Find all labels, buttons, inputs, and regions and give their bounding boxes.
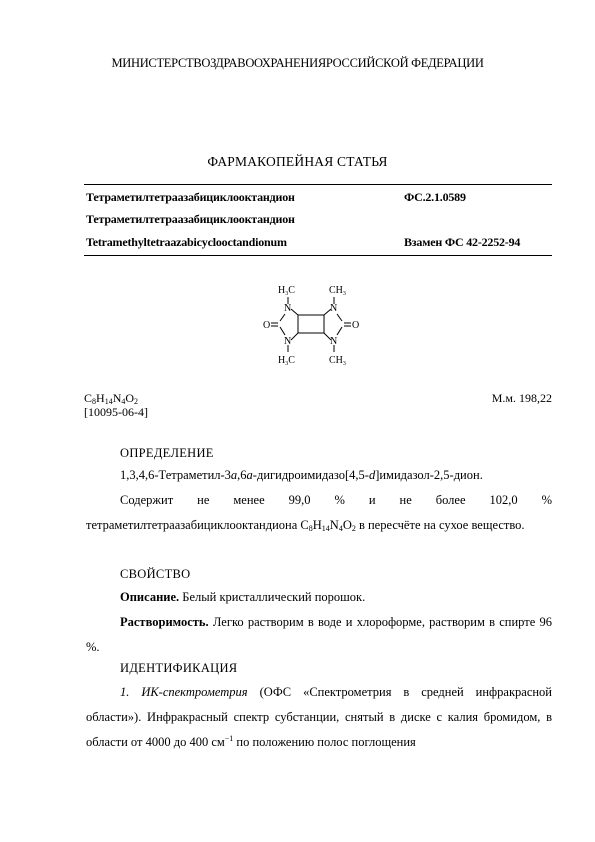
methyl-label-2: $CH_3$ bbox=[329, 285, 346, 297]
bottom-rule bbox=[84, 255, 552, 256]
replaces-code: Взамен ФС 42-2252-94 bbox=[404, 235, 521, 249]
iupac-name: 1,3,4,6-Тетраметил-3a,6a-дигидроимидазо[4,5-d]имидазол-2,5-дион. bbox=[120, 468, 483, 482]
drug-name-latin: Tetramethyltetraazabicyclooctandionum bbox=[86, 235, 287, 249]
atom-o2: O bbox=[352, 320, 360, 331]
atom-n4: N bbox=[330, 336, 338, 347]
methyl-label-4: $CH_3$ bbox=[329, 355, 346, 367]
identification-body bbox=[86, 680, 552, 755]
content-statement: Содержит не менее 99,0 % и не более 102,0 % тетраметилтетраазабициклооктандиона $C_8H_{14}N_4O_2$ в пересчёте на сухое вещество. bbox=[86, 493, 552, 533]
properties-body bbox=[86, 585, 552, 660]
top-rule bbox=[84, 184, 552, 185]
ministry-title: МИНИСТЕРСТВОЗДРАВООХРАНЕНИЯРОССИЙСКОЙ ФЕДЕРАЦИИ bbox=[111, 56, 484, 70]
article-type-title: ФАРМАКОПЕЙНАЯ СТАТЬЯ bbox=[207, 154, 388, 169]
atom-o1: O bbox=[263, 320, 271, 331]
section-definition-heading: ОПРЕДЕЛЕНИЕ bbox=[120, 446, 214, 460]
drug-name-russian-2: Тетраметилтетраазабициклооктандион bbox=[86, 212, 295, 226]
description-paragraph: Описание. Белый кристаллический порошок. bbox=[120, 590, 366, 604]
atom-n1: N bbox=[284, 303, 292, 314]
atom-n3: N bbox=[284, 336, 292, 347]
solubility-paragraph: Растворимость. Легко растворим в воде и хлороформе, растворим в спирте 96 %. bbox=[86, 615, 552, 654]
cas-number: [10095-06-4] bbox=[84, 405, 148, 419]
methyl-label-1: $H_3C$ bbox=[278, 285, 295, 297]
monograph-code: ФС.2.1.0589 bbox=[404, 190, 466, 204]
section-properties-heading: СВОЙСТВО bbox=[120, 567, 191, 581]
molar-mass: М.м. 198,22 bbox=[491, 391, 552, 405]
section-identification-heading: ИДЕНТИФИКАЦИЯ bbox=[120, 661, 238, 675]
ir-spectrometry-paragraph: 1. ИК-спектрометрия (ОФС «Спектрометрия в средней инфракрасной области»). Инфракрасный спектр субстанции, снятый в диске с калия бромидом, в области от 4000 до 400 $см^{-1}$ по положению полос поглощения bbox=[86, 685, 552, 749]
methyl-label-3: $H_3C$ bbox=[278, 355, 295, 367]
molecular-formula: $C_8H_{14}N_4O_2$ bbox=[84, 391, 139, 406]
atom-n2: N bbox=[330, 303, 338, 314]
drug-name-russian-1: Тетраметилтетраазабициклооктандион bbox=[86, 190, 295, 204]
structural-formula bbox=[255, 278, 385, 374]
definition-body bbox=[86, 463, 552, 538]
